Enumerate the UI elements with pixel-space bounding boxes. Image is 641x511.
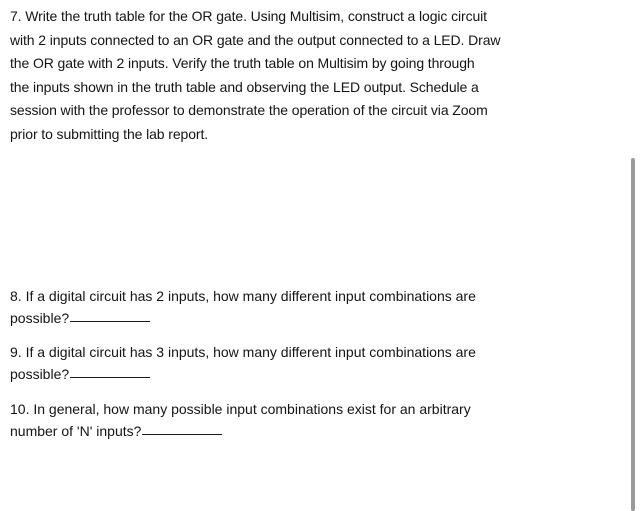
question-9 [10, 341, 570, 385]
question-7 [10, 5, 570, 146]
question-9-answer-line [10, 363, 570, 385]
question-10-answer-line [10, 420, 570, 442]
question-7-line: the inputs shown in the truth table and observing the LED output. Schedule a [10, 78, 479, 95]
question-10-prompt: number of 'N' inputs? [10, 423, 142, 439]
answer-blank-q9 [70, 376, 150, 378]
question-9-prompt: possible? [10, 366, 70, 382]
question-8 [10, 285, 570, 329]
answer-blank-q8 [70, 320, 150, 322]
question-8-prompt: possible? [10, 310, 70, 326]
question-10 [10, 398, 570, 442]
question-7-line: prior to submitting the lab report. [10, 125, 209, 142]
question-8-text: 8. If a digital circuit has 2 inputs, how many different input combinations are [10, 288, 476, 304]
question-10-text: 10. In general, how many possible input combinations exist for an arbitrary [10, 401, 471, 417]
question-7-line: the OR gate with 2 inputs. Verify the truth table on Multisim by going through [10, 55, 475, 71]
question-7-line: 7. Write the truth table for the OR gate. Using Multisim, construct a logic circuit [10, 8, 487, 24]
question-7-line: session with the professor to demonstrate the operation of the circuit via Zoom [10, 102, 488, 118]
question-7-line: with 2 inputs connected to an OR gate and the output connected to a LED. Draw [10, 31, 501, 48]
answer-blank-q10 [142, 433, 222, 435]
vertical-scrollbar[interactable] [631, 158, 635, 511]
question-8-answer-line [10, 307, 570, 329]
question-9-text: 9. If a digital circuit has 3 inputs, how many different input combinations are [10, 344, 476, 360]
